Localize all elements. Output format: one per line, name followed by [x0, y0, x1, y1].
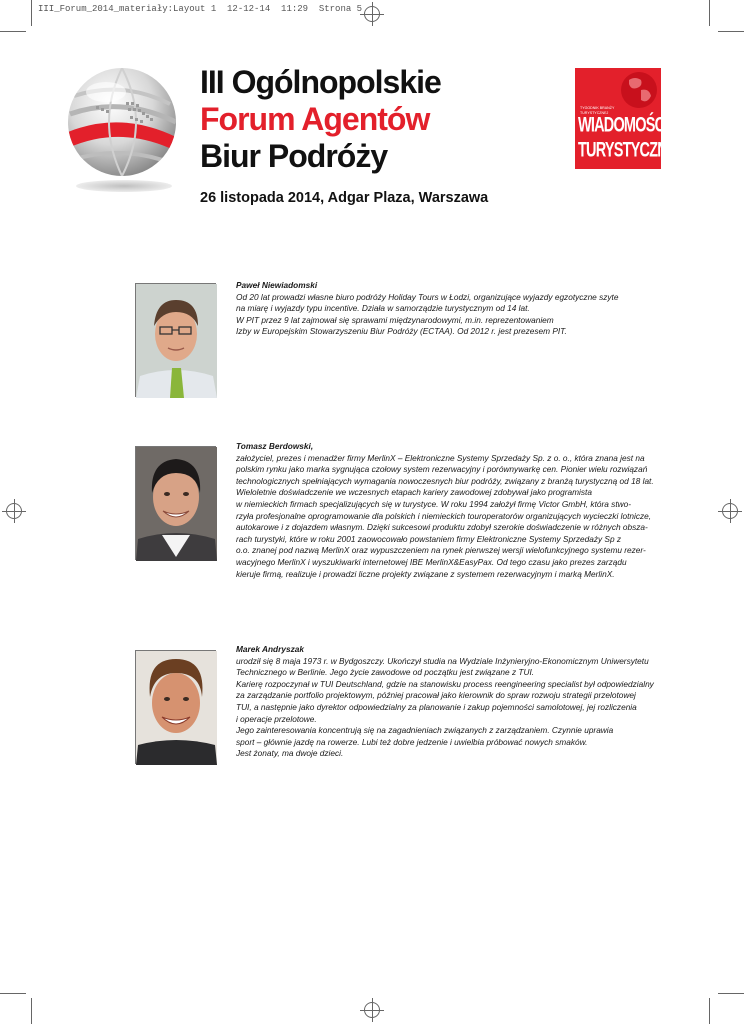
- bio-line: Jest żonaty, ma dwoje dzieci.: [236, 748, 344, 759]
- bio-line: za zarządzanie portfolio projektowym, później pracował jako kierownik do spraw rozwoju strategii przelotowej: [236, 690, 636, 701]
- portrait-photo: [135, 650, 216, 764]
- bio-line: autokarowe i z dojazdem własnym. Dzięki sukcesowi produktu zdobył szerokie doświadczenie w różnych obsza-: [236, 522, 648, 533]
- event-date: 26 listopada 2014, Adgar Plaza, Warszawa: [200, 190, 489, 206]
- portrait-photo: [135, 283, 216, 397]
- crop-mark: [718, 31, 744, 32]
- bio-line: Wieloletnie doświadczenie we wczesnych etapach kariery zawodowej zdobywał jako programista: [236, 487, 592, 498]
- person-name: Marek Andryszak: [236, 644, 304, 654]
- crop-mark: [31, 998, 32, 1024]
- logo-word-1: WIADOMOŚCI: [578, 114, 668, 138]
- bio-line: rzyła profesjonalne oprogramowanie dla polskich i niemieckich touroperatorów organizujących wycieczki lotnicze,: [236, 510, 652, 521]
- bio-line: technologicznych spełniających wymagania nowoczesnych biur podróży, związany z branżą turystyczną od 18 lat.: [236, 475, 654, 486]
- crop-mark: [709, 998, 710, 1024]
- bio-line: polskim rynku jako marka sygnująca czołowy system rezerwacyjny i porównywarkę cen. Pionier wielu rozwiązań: [236, 464, 648, 475]
- bio-line: Karierę rozpoczynał w TUI Deutschland, gdzie na stanowisku process reengineering specialist był odpowiedzialny: [236, 678, 654, 689]
- portrait-photo: [135, 446, 216, 560]
- registration-mark: [364, 1002, 380, 1018]
- event-title: [200, 64, 441, 175]
- bio-line: w niemieckich firmach specjalizujących się w turystyce. W roku 1994 założył firmę Victor GmbH, która stwo-: [236, 498, 631, 509]
- bio-line: i operacje przelotowe.: [236, 713, 317, 724]
- logo-word-2: TURYSTYCZNE: [578, 139, 676, 163]
- registration-mark: [6, 503, 22, 519]
- globe-shadow: [76, 180, 172, 192]
- bio-line: W PIT przez 9 lat zajmował się sprawami międzynarodowymi, m.in. reprezentowaniem: [236, 314, 554, 325]
- bio-line: o.o. znanej pod nazwą MerlinX oraz wypuszczeniem na rynek pierwszej wersji wielofunkcyjnego systemu rezer-: [236, 545, 646, 556]
- bio-line: na miarę i wyjazdy typu incentive. Działa w samorządzie turystycznym od 14 lat.: [236, 303, 530, 314]
- bio-line: wacyjnego MerlinX i wyszukiwarki internetowej IBE MerlinX&EasyPax. Od tego czasu jako prezes zarządu: [236, 556, 627, 567]
- registration-mark: [722, 503, 738, 519]
- logo-tagline: TYGODNIK BRANŻY TURYSTYCZNEJ: [580, 106, 615, 115]
- crop-mark: [31, 0, 32, 26]
- title-line-1: III Ogólnopolskie: [200, 64, 441, 100]
- crop-mark: [718, 993, 744, 994]
- print-slug: III_Forum_2014_materiały:Layout 1 12-12-14 11:29 Strona 5: [38, 4, 363, 14]
- person-bio: [236, 644, 666, 760]
- globe-icon: [66, 66, 178, 178]
- bio-line: kieruje firmą, realizuje i prowadzi liczne projekty związane z systemem rezerwacyjnym i marką MerlinX.: [236, 568, 615, 579]
- bio-line: Jego zainteresowania koncentrują się na zagadnieniach związanych z zarządzaniem. Czynnie uprawia: [236, 725, 614, 736]
- crop-mark: [0, 993, 26, 994]
- bio-line: rach turystyki, które w roku 2001 zaowocowało powstaniem firmy Elektroniczne Systemy Sprzedaży Sp z: [236, 533, 622, 544]
- registration-mark: [364, 6, 380, 22]
- bio-line: Od 20 lat prowadzi własne biuro podróży Holiday Tours w Łodzi, organizujące wyjazdy egzotyczne szyte: [236, 291, 619, 302]
- person-bio: [236, 441, 666, 580]
- bio-line: Technicznego w Berlinie. Jego życie zawodowe od początku jest związane z TUI.: [236, 667, 535, 678]
- person-name: Tomasz Berdowski,: [236, 441, 314, 451]
- bio-line: TUI, a następnie jako dyrektor odpowiedzialny za planowanie i zakup pojemności samolotowej, jej rozliczenia: [236, 701, 637, 712]
- crop-mark: [0, 31, 26, 32]
- globe-icon: [619, 70, 659, 110]
- crop-mark: [709, 0, 710, 26]
- wiadomosci-turystyczne-logo: [575, 68, 676, 169]
- bio-line: urodził się 8 maja 1973 r. w Bydgoszczy. Ukończył studia na Wydziale Inżynieryjno-Ekonomicznym Uniwersytetu: [236, 655, 649, 666]
- bio-line: założyciel, prezes i menadżer firmy MerlinX – Elektroniczne Systemy Sprzedaży Sp. z o. o., która znana jest na: [236, 452, 645, 463]
- title-line-3: Biur Podróży: [200, 138, 388, 174]
- bio-line: sport – głównie jazdę na rowerze. Lubi też dobre jedzenie i uwielbia próbować nowych smaków.: [236, 736, 588, 747]
- person-name: Paweł Niewiadomski: [236, 280, 318, 290]
- bio-line: Izby w Europejskim Stowarzyszeniu Biur Podróży (ECTAA). Od 2012 r. jest prezesem PIT.: [236, 326, 567, 337]
- person-bio: [236, 280, 666, 338]
- title-line-2: Forum Agentów: [200, 101, 430, 137]
